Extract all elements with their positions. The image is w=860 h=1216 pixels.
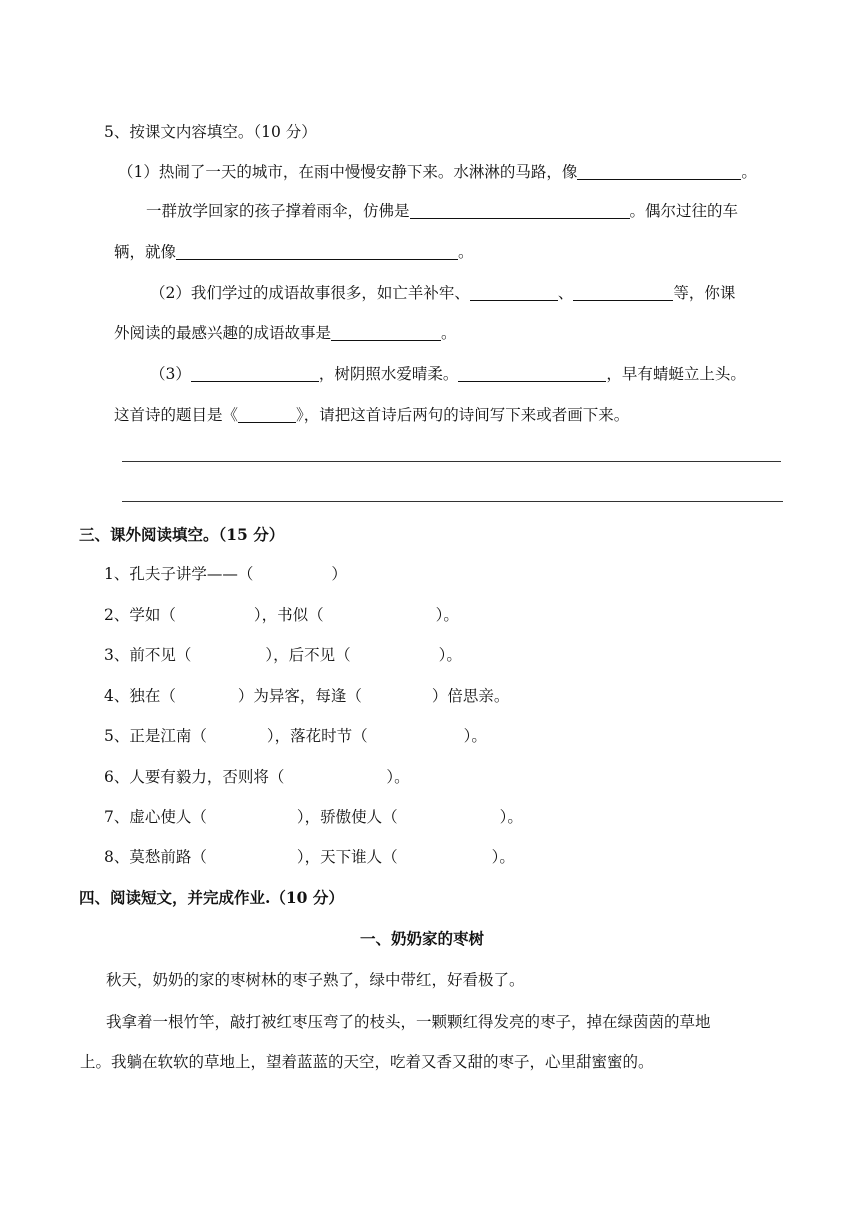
q5-p3-text-a-mid: ，树阴照水爱晴柔。 [318, 365, 459, 383]
s3-item-4-text-a: 4、独在（ [104, 687, 176, 705]
s3-item-3-text-a: 3、前不见（ [104, 646, 192, 664]
s3-item-1-text-b: ） [331, 565, 347, 583]
s3-item-8-text-c: ）。 [491, 848, 515, 866]
q5-p2-text-a: （2）我们学过的成语故事很多，如亡羊补牢、 [150, 284, 470, 302]
q5-p3-text-b: 这首诗的题目是《 [114, 406, 239, 424]
q5-p2-text-a-end: 等，你课 [673, 284, 736, 302]
q5-p3-text-a: （3） [150, 365, 191, 383]
q5-p2-text-b-end: 。 [441, 324, 457, 342]
q5-p1-text-a: （1）热闹了一天的城市，在雨中慢慢安静下来。水淋淋的马路，像 [118, 163, 578, 181]
s3-item-7-text-c: ）。 [499, 808, 523, 826]
story-title: 一、奶奶家的枣树 [360, 929, 485, 948]
q5-p3-text-b-end: 》，请把这首诗后两句的诗间写下来或者画下来。 [296, 406, 630, 424]
q5-p2-sep: 、 [557, 284, 574, 302]
s3-item-7-text-b: ），骄傲使人（ [296, 808, 398, 826]
story-para-1: 秋天，奶奶的家的枣树林的枣子熟了，绿中带红，好看极了。 [106, 971, 525, 989]
answer-line-2[interactable] [122, 501, 783, 502]
q5-p3-line1 [150, 363, 746, 385]
q5-p1-text-b: 一群放学回家的孩子撑着雨伞，仿佛是 [146, 202, 410, 220]
q5-p2-blank-3[interactable] [331, 324, 441, 341]
q5-p1-line1 [118, 161, 757, 183]
q5-p3-blank-1[interactable] [191, 365, 319, 382]
s3-item-2-text-b: ），书似（ [253, 606, 324, 624]
s3-item-4-text-c: ）倍思亲。 [431, 687, 510, 705]
s3-heading: 三、课外阅读填空。（15 分） [79, 525, 285, 544]
s3-item-6 [104, 766, 410, 788]
q5-p1-text-b-end: 。偶尔过往的车 [629, 202, 739, 220]
q5-p3-text-a-end: ，早有蜻蜓立上头。 [606, 365, 746, 383]
q5-p1-line3 [114, 241, 474, 263]
s3-item-3-text-c: ）。 [438, 646, 462, 664]
q5-p1-blank-3[interactable] [176, 243, 458, 260]
s3-item-5-text-a: 5、正是江南（ [104, 727, 207, 745]
q5-p1-blank-1[interactable] [577, 163, 741, 180]
q5-p3-line2 [114, 404, 629, 426]
s3-item-3 [104, 644, 462, 666]
s3-item-8-text-a: 8、莫愁前路（ [104, 848, 207, 866]
answer-line-1[interactable] [122, 461, 781, 462]
s3-item-3-text-b: ），后不见（ [265, 646, 351, 664]
q5-p1-line2 [146, 200, 738, 222]
s3-item-2 [104, 604, 459, 626]
s3-item-5-text-b: ），落花时节（ [266, 727, 368, 745]
q5-p1-text-a-end: 。 [741, 163, 757, 181]
s3-item-6-text-b: ）。 [386, 768, 410, 786]
q5-p1-blank-2[interactable] [410, 202, 630, 219]
q5-p2-line1 [150, 282, 735, 304]
s3-item-4 [104, 685, 509, 707]
q5-p1-text-c: 辆，就像 [114, 243, 177, 261]
s3-item-8 [104, 846, 515, 868]
q5-p2-text-b: 外阅读的最感兴趣的成语故事是 [114, 324, 332, 342]
s3-item-5 [104, 725, 487, 747]
s4-heading: 四、阅读短文，并完成作业.（10 分） [79, 888, 344, 907]
s3-item-6-text-a: 6、人要有毅力，否则将（ [104, 768, 285, 786]
s3-item-7-text-a: 7、虚心使人（ [104, 808, 207, 826]
s3-item-2-text-c: ）。 [435, 606, 459, 624]
s3-item-1 [104, 563, 347, 585]
q5-p3-blank-2[interactable] [458, 365, 606, 382]
story-para-2-line-1: 我拿着一根竹竿，敲打被红枣压弯了的枝头，一颗颗红得发亮的枣子，掉在绿茵茵的草地 [106, 1013, 711, 1031]
s3-item-5-text-c: ）。 [463, 727, 487, 745]
q5-p2-blank-2[interactable] [573, 284, 673, 301]
q5-p1-text-c-end: 。 [458, 243, 474, 261]
s3-item-2-text-a: 2、学如（ [104, 606, 176, 624]
s3-item-7 [104, 806, 523, 828]
s3-item-4-text-b: ）为异客，每逢（ [237, 687, 362, 705]
s3-item-1-text-a: 1、孔夫子讲学——（ [104, 565, 254, 583]
q5-p2-blank-1[interactable] [470, 284, 558, 301]
q5-p3-blank-title[interactable] [238, 406, 296, 423]
q5-p2-line2 [114, 322, 457, 344]
story-para-2-line-2: 上。我躺在软软的草地上，望着蓝蓝的天空，吃着又香又甜的枣子，心里甜蜜蜜的。 [80, 1053, 654, 1071]
s3-item-8-text-b: ），天下谁人（ [296, 848, 398, 866]
q5-heading: 5、按课文内容填空。（10 分） [104, 123, 317, 141]
